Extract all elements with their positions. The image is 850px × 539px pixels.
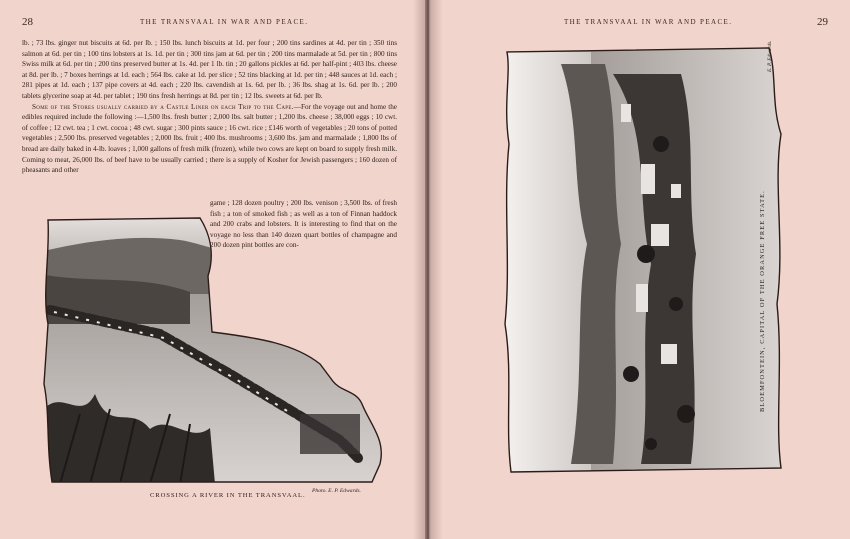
left-text-block — [22, 38, 397, 176]
paragraph-2-continued: game ; 128 dozen poultry ; 200 lbs. venison ; 3,500 lbs. of fresh fish ; a ton of smoked fish ; as well as a ton of Finnan haddock and 200 crabs and lobsters. It is interesting to find that on the voyage no less than 140 dozen quart bottles of champagne and 200 dozen pint bottles are con- — [210, 199, 397, 250]
paragraph-2-body: —For the voyage out and home the edibles required include the following :—1,500 lbs. fresh butter ; 2,000 lbs. salt butter ; 1,200 lbs. cheese ; 38,000 eggs ; 10 cwt. of coffee ; 12 cwt. tea ; 1 cwt. cocoa ; 48 cwt. sugar ; 300 pints sauce ; 16 cwt. rice ; £146 worth of vegetables ; 20 tons of potted vegetables ; 2,500 lbs. preserved vegetables ; 2,000 lbs. fruit ; 400 lbs. mushrooms ; 3,600 lbs. jam and marmalade ; 1,800 lbs of bread are daily baked in 4-lb. loaves ; 1,000 gallons of fresh milk (frozen), while two cows are kept on board to supply fresh milk. Coming to meat, 26,000 lbs. of beef have to be usually carried ; there is a supply of Kosher for Jewish passengers ; 160 dozen of pheasants and other — [22, 102, 397, 175]
right-running-head: THE TRANSVAAL IN WAR AND PEACE. — [564, 18, 733, 26]
paragraph-1: lb. ; 73 lbs. ginger nut biscuits at 6d. per lb. ; 150 lbs. lunch biscuits at 1d. per four ; 200 tins sardines at 4d. per tin ; 350 tins salmon at 6d. per tin ; 100 tins lobsters at 1s. 1d. per tin ; 300 tins jam at 6d. per tin ; 200 tins marmalade at 5d. per tin ; 800 tins Swiss milk at 6d. per tin ; 200 tins preserved butter at 1s. 4d. per 1 lb. tin ; 20 gallons pickles at 6d. per half-pint ; 403 lbs. cheese at 8d. per lb. ; 7 boxes herrings at 1d. each ; 564 lbs. cake at 1d. per slice ; 52 tins blacking at 1d. per tin ; 448 sauces at 1d. each ; 281 pipes at 1d. each ; 137 pipe covers at 4d. each ; 220 lbs. cavendish at 1s. 6d. per lb. ; 36 lbs. shag at 1s. 6d. per lb. ; 200 tablets glycerine soap at 4d. per tablet ; 190 tins fresh herrings at 8d. per tin ; 12 lbs. sweets at 6d. per lb. — [22, 39, 397, 100]
book-gutter — [413, 0, 443, 539]
river-crossing-photo — [40, 214, 388, 484]
paragraph-2-heading: Some of the Stores usually carried by a Castle Liner on each Trip to the Cape. — [32, 102, 294, 111]
left-running-head: THE TRANSVAAL IN WAR AND PEACE. — [140, 18, 309, 26]
river-photo-credit: Photo. E. P. Edwards. — [312, 488, 361, 494]
right-page — [429, 0, 850, 539]
paragraph-2 — [22, 102, 397, 176]
left-page-number: 28 — [22, 16, 33, 28]
bloemfontein-photo-credit: E. P. Edwards. — [767, 40, 773, 72]
river-photo-caption: CROSSING A RIVER IN THE TRANSVAAL. — [150, 492, 306, 499]
bloemfontein-photo — [501, 44, 786, 476]
right-page-number: 29 — [817, 16, 828, 28]
bloemfontein-photo-caption: BLOEMFONTEIN, CAPITAL OF THE ORANGE FREE STATE. — [759, 190, 766, 412]
